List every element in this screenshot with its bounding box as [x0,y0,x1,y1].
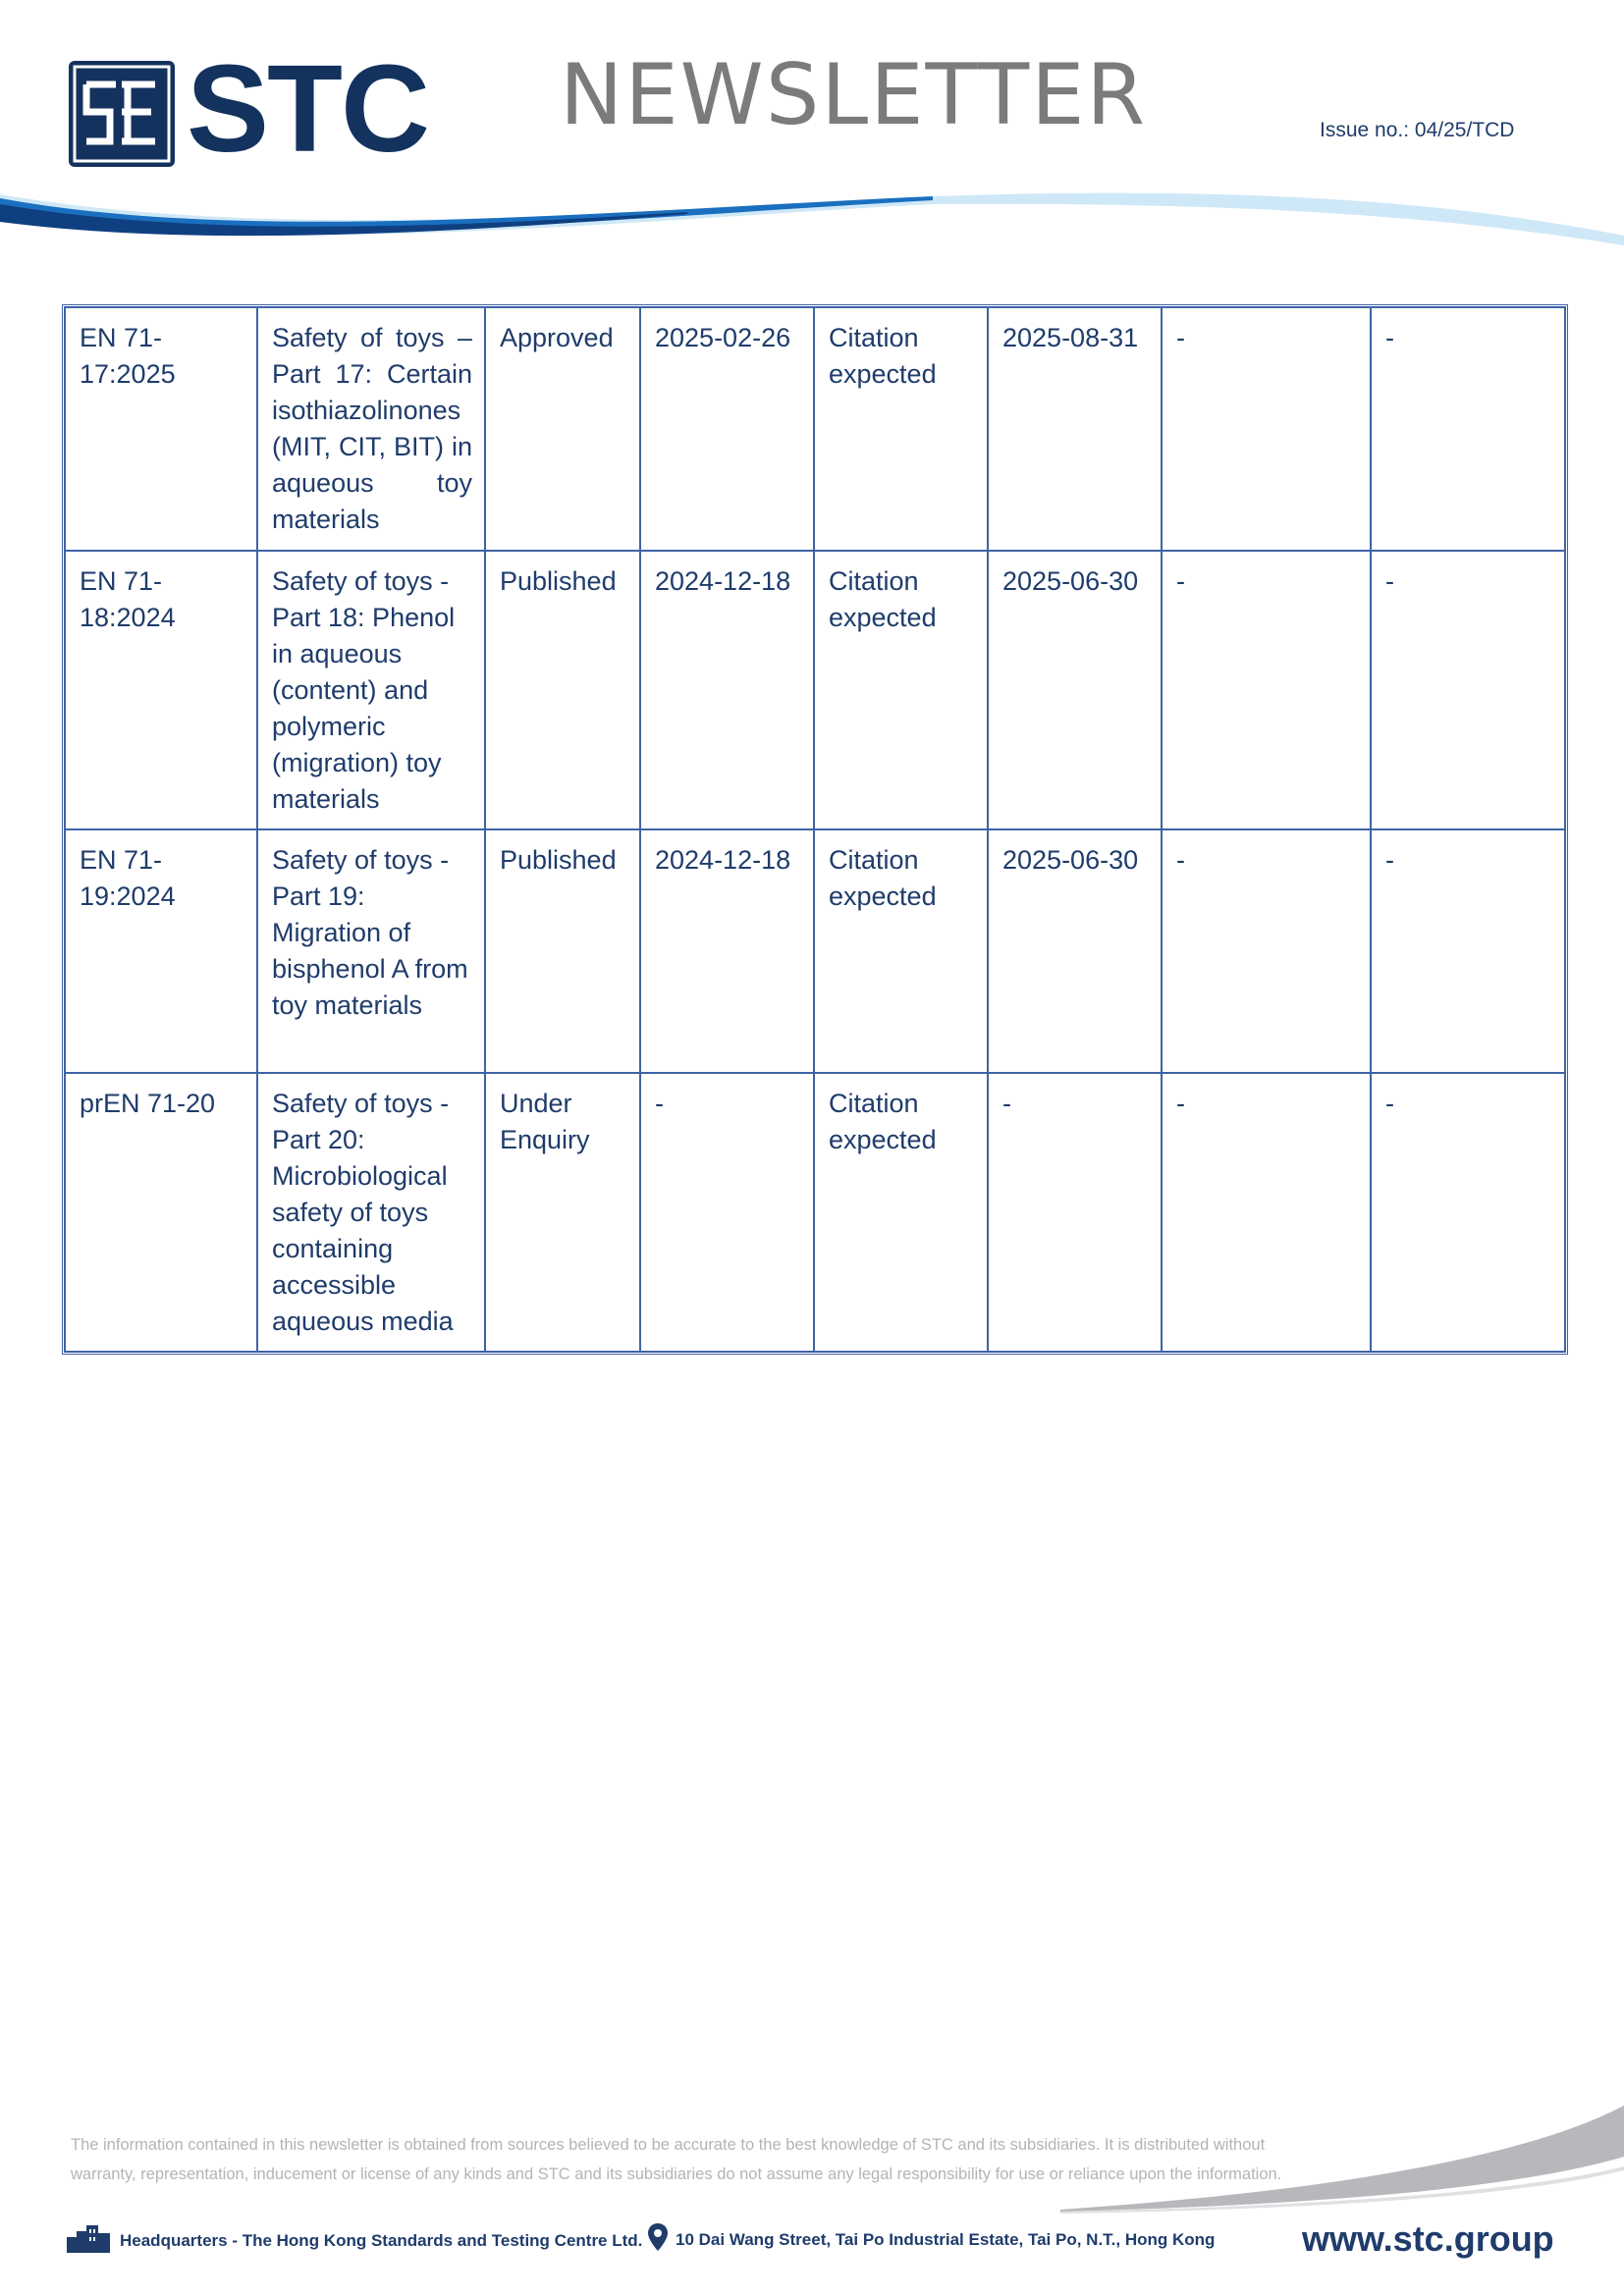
status-cell: Published [485,829,640,1073]
dop-cell: 2025-06-30 [988,551,1162,829]
status-cell: Published [485,551,640,829]
status-cell: Approved [485,307,640,551]
standard-title: Safety of toys - Part 20: Microbiological safety of toys containing accessible aqueous media [257,1073,485,1352]
standard-title: Safety of toys - Part 18: Phenol in aqueous (content) and polymeric (migration) toy materials [257,551,485,829]
column-7-cell: - [1162,829,1371,1073]
column-8-cell: - [1371,307,1565,551]
standard-number: EN 71-19:2024 [65,829,257,1073]
location-pin-icon [648,2223,668,2256]
stc-logo-mark-icon [69,61,175,167]
standard-number: prEN 71-20 [65,1073,257,1352]
standard-title: Safety of toys – Part 17: Certain isothiazolinones (MIT, CIT, BIT) in aqueous toy materials [257,307,485,551]
headquarters-text: Headquarters - The Hong Kong Standards and Testing Centre Ltd. [120,2230,643,2250]
column-7-cell: - [1162,551,1371,829]
citation-cell: Citation expected [814,829,988,1073]
citation-cell: Citation expected [814,551,988,829]
stc-logo [69,39,461,178]
logo-wordmark: STC [187,39,428,178]
disclaimer-text: The information contained in this newsletter is obtained from sources believed to be accurate to the best knowledge of STC and its subsidiaries. It is distributed without warranty, representation, inducement or license of any kinds and STC and its subsidiaries do not assume any legal responsibility for use or reliance upon the information. [71,2136,1282,2183]
column-8-cell: - [1371,1073,1565,1352]
standard-number: EN 71-18:2024 [65,551,257,829]
building-icon [65,2223,112,2258]
date-cell: 2024-12-18 [640,551,814,829]
column-7-cell: - [1162,307,1371,551]
citation-cell: Citation expected [814,1073,988,1352]
column-8-cell: - [1371,551,1565,829]
standard-number: EN 71-17:2025 [65,307,257,551]
table-row [65,551,1565,829]
newsletter-title: NEWSLETTER [560,46,1148,144]
date-cell: 2024-12-18 [640,829,814,1073]
standard-title: Safety of toys - Part 19: Migration of bisphenol A from toy materials [257,829,485,1073]
status-cell: Under Enquiry [485,1073,640,1352]
address-text: 10 Dai Wang Street, Tai Po Industrial Estate, Tai Po, N.T., Hong Kong [676,2229,1216,2249]
date-cell: 2025-02-26 [640,307,814,551]
headquarters-line [65,2223,642,2258]
table-row [65,1073,1565,1352]
dop-cell: 2025-08-31 [988,307,1162,551]
column-8-cell: - [1371,829,1565,1073]
address-line [648,2223,1215,2256]
date-cell: - [640,1073,814,1352]
table-row [65,307,1565,551]
dop-cell: 2025-06-30 [988,829,1162,1073]
column-7-cell: - [1162,1073,1371,1352]
website-link[interactable]: www.stc.group [1302,2218,1554,2259]
standards-table [62,304,1568,1355]
issue-number: Issue no.: 04/25/TCD [1320,119,1515,141]
dop-cell: - [988,1073,1162,1352]
table-row [65,829,1565,1073]
header-swoosh [0,177,1624,255]
citation-cell: Citation expected [814,307,988,551]
